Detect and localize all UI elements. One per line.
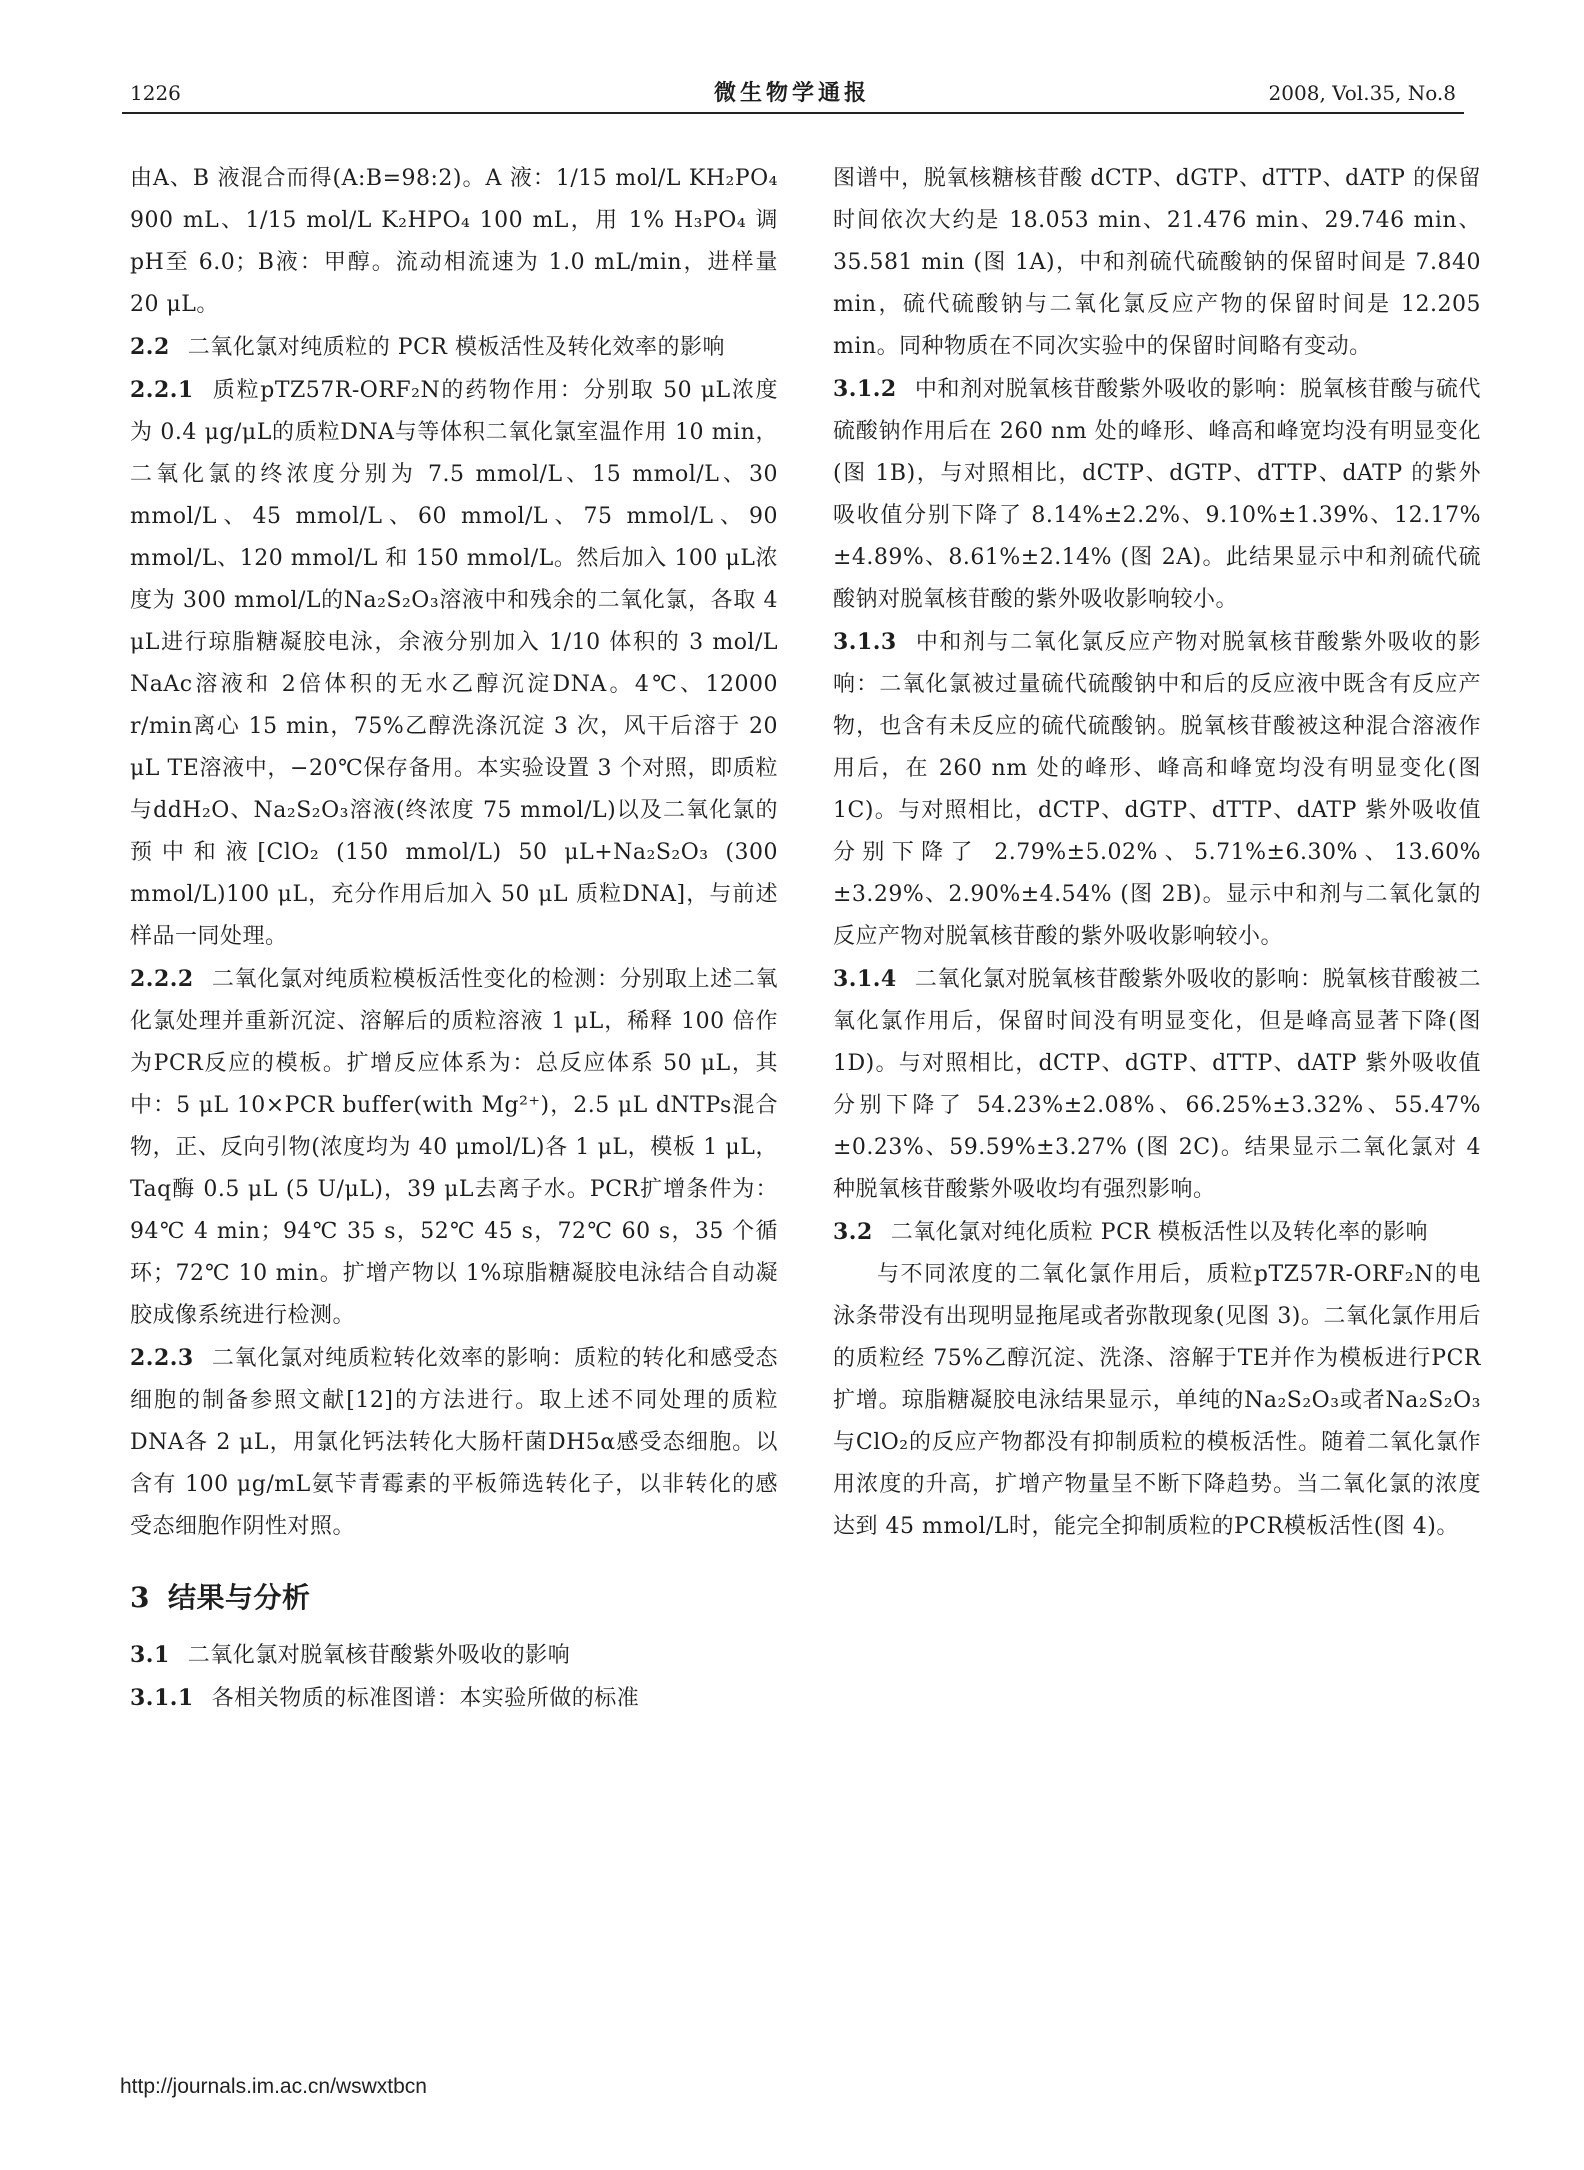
paragraph-text: 二氧化氯对纯质粒转化效率的影响：质粒的转化和感受态细胞的制备参照文献[12]的方法进行。取上述不同处理的质粒DNA各 2 μL，用氯化钙法转化大肠杆菌DH5α感受态细胞。以含有 100 μg/mL氨苄青霉素的平板筛选转化子，以非转化的感受态细胞作阴性对照。: [130, 1346, 778, 1539]
section-heading: 二氧化氯对脱氧核苷酸紫外吸收的影响: [187, 1643, 571, 1668]
paragraph-text: 中和剂与二氧化氯反应产物对脱氧核苷酸紫外吸收的影响：二氧化氯被过量硫代硫酸钠中和后的反应液中既含有反应产物，也含有未反应的硫代硫酸钠。脱氧核苷酸被这种混合溶液作用后，在 260 nm 处的峰形、峰高和峰宽均没有明显变化(图 1C)。与对照相比，dCTP、dGTP、dTTP、dATP 紫外吸收值分别下降了 2.79%±5.02%、5.71%±6.30%、13.60%±3.29%、2.90%±4.54% (图 2B)。显示中和剂与二氧化氯的反应产物对脱氧核苷酸的紫外吸收影响较小。: [833, 630, 1481, 949]
section-heading: 结果与分析: [167, 1581, 311, 1614]
section-number: 3.1: [130, 1642, 170, 1668]
section-heading: 二氧化氯对纯化质粒 PCR 模板活性以及转化率的影响: [890, 1220, 1428, 1245]
section-number: 2.2.3: [130, 1345, 194, 1371]
section-heading: 二氧化氯对纯质粒的 PCR 模板活性及转化效率的影响: [187, 335, 725, 360]
header-rule: [122, 112, 1464, 114]
issue-info: 2008, Vol.35, No.8: [1268, 81, 1456, 105]
paragraph: [130, 1337, 778, 1548]
section-number: 3.1.1: [130, 1685, 194, 1711]
section-number: 3.1.2: [833, 376, 897, 402]
section-number: 3.1.4: [833, 966, 897, 992]
paragraph-text: 二氧化氯对脱氧核苷酸紫外吸收的影响：脱氧核苷酸被二氧化氯作用后，保留时间没有明显变化，但是峰高显著下降(图 1D)。与对照相比，dCTP、dGTP、dTTP、dATP 紫外吸收值分别下降了 54.23%±2.08%、66.25%±3.32%、55.47%±0.23%、59.59%±3.27% (图 2C)。结果显示二氧化氯对 4 种脱氧核苷酸紫外吸收均有强烈影响。: [833, 967, 1481, 1202]
paragraph: [130, 369, 778, 958]
paragraph-text: 各相关物质的标准图谱：本实验所做的标准: [211, 1686, 640, 1711]
paragraph-text: 由A、B 液混合而得(A:B=98:2)。A 液：1/15 mol/L KH₂PO₄ 900 mL、1/15 mol/L K₂HPO₄ 100 mL，用 1% H₃PO₄ 调pH至 6.0；B液：甲醇。流动相流速为 1.0 mL/min，进样量 20 μL。: [130, 166, 778, 317]
paragraph: [833, 158, 1481, 368]
paragraph-text: 质粒pTZ57R-ORF₂N的药物作用：分别取 50 μL浓度为 0.4 μg/μL的质粒DNA与等体积二氧化氯室温作用 10 min，二氧化氯的终浓度分别为 7.5 mmol/L、15 mmol/L、30 mmol/L、45 mmol/L、60 mmol/L、75 mmol/L、90 mmol/L、120 mmol/L 和 150 mmol/L。然后加入 100 μL浓度为 300 mmol/L的Na₂S₂O₃溶液中和残余的二氧化氯，各取 4 μL进行琼脂糖凝胶电泳，余液分别加入 1/10 体积的 3 mol/L NaAc溶液和 2倍体积的无水乙醇沉淀DNA。4℃、12000 r/min离心 15 min，75%乙醇洗涤沉淀 3 次，风干后溶于 20 μL TE溶液中，−20℃保存备用。本实验设置 3 个对照，即质粒与ddH₂O、Na₂S₂O₃溶液(终浓度 75 mmol/L)以及二氧化氯的预中和液[ClO₂ (150 mmol/L) 50 μL+Na₂S₂O₃ (300 mmol/L)100 μL，充分作用后加入 50 μL 质粒DNA]，与前述样品一同处理。: [130, 378, 778, 949]
paragraph-text: 中和剂对脱氧核苷酸紫外吸收的影响：脱氧核苷酸与硫代硫酸钠作用后在 260 nm 处的峰形、峰高和峰宽均没有明显变化(图 1B)，与对照相比，dCTP、dGTP、dTTP、dATP 的紫外吸收值分别下降了 8.14%±2.2%、9.10%±1.39%、12.17%±4.89%、8.61%±2.14% (图 2A)。此结果显示中和剂硫代硫酸钠对脱氧核苷酸的紫外吸收影响较小。: [833, 377, 1481, 612]
footer-url[interactable]: http://journals.im.ac.cn/wswxtbcn: [120, 2075, 427, 2098]
heading: [833, 1211, 1481, 1254]
section-number: 3.1.3: [833, 629, 897, 655]
section-number: 2.2: [130, 334, 170, 360]
left-column: [130, 158, 778, 1720]
section-number: 3: [130, 1581, 150, 1614]
paragraph-text: 与不同浓度的二氧化氯作用后，质粒pTZ57R-ORF₂N的电泳条带没有出现明显拖尾或者弥散现象(见图 3)。二氧化氯作用后的质粒经 75%乙醇沉淀、洗涤、溶解于TE并作为模板进行PCR扩增。琼脂糖凝胶电泳结果显示，单纯的Na₂S₂O₃或者Na₂S₂O₃与ClO₂的反应产物都没有抑制质粒的模板活性。随着二氧化氯作用浓度的升高，扩增产物量呈不断下降趋势。当二氧化氯的浓度达到 45 mmol/L时，能完全抑制质粒的PCR模板活性(图 4)。: [833, 1262, 1481, 1539]
section-number: 2.2.2: [130, 966, 194, 992]
paragraph: [130, 1677, 778, 1720]
paragraph: [130, 158, 778, 326]
paragraph: [833, 621, 1481, 958]
paragraph: [833, 1254, 1481, 1548]
heading: [130, 1634, 778, 1677]
section-number: 2.2.1: [130, 377, 194, 403]
right-column: [833, 158, 1481, 1548]
heading: [130, 326, 778, 369]
paragraph: [130, 958, 778, 1337]
paragraph: [833, 368, 1481, 621]
page-number: 1226: [130, 81, 181, 105]
paragraph-text: 二氧化氯对纯质粒模板活性变化的检测：分别取上述二氧化氯处理并重新沉淀、溶解后的质粒溶液 1 μL，稀释 100 倍作为PCR反应的模板。扩增反应体系为：总反应体系 50 μL，其中：5 μL 10×PCR buffer(with Mg²⁺)，2.5 μL dNTPs混合物，正、反向引物(浓度均为 40 μmol/L)各 1 μL，模板 1 μL，Taq酶 0.5 μL (5 U/μL)，39 μL去离子水。PCR扩增条件为：94℃ 4 min；94℃ 35 s，52℃ 45 s，72℃ 60 s，35 个循环；72℃ 10 min。扩增产物以 1%琼脂糖凝胶电泳结合自动凝胶成像系统进行检测。: [130, 967, 778, 1328]
paragraph-text: 图谱中，脱氧核糖核苷酸 dCTP、dGTP、dTTP、dATP 的保留时间依次大约是 18.053 min、21.476 min、29.746 min、35.581 min (图 1A)，中和剂硫代硫酸钠的保留时间是 7.840 min，硫代硫酸钠与二氧化氯反应产物的保留时间是 12.205 min。同种物质在不同次实验中的保留时间略有变动。: [833, 166, 1481, 359]
heading: [130, 1574, 778, 1622]
journal-title: 微生物学通报: [713, 80, 870, 106]
section-number: 3.2: [833, 1219, 873, 1245]
paragraph: [833, 958, 1481, 1211]
